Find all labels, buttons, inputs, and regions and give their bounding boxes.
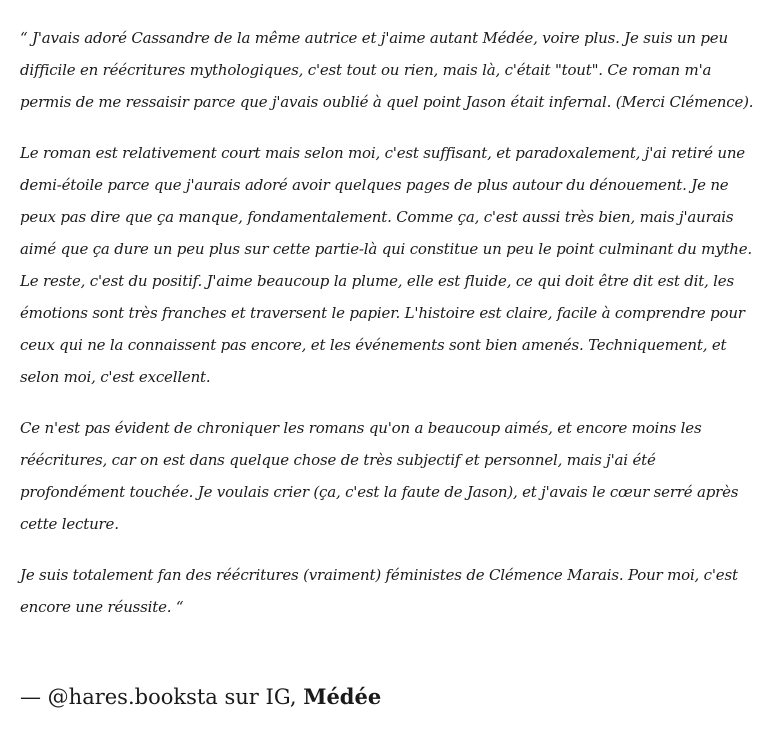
attribution-book-title: Médée xyxy=(303,684,382,709)
review-paragraph-4: Je suis totalement fan des réécritures (vraiment) féministes de Clémence Marais. Pour moi, c'est encore une réussite. “ xyxy=(20,566,738,616)
attribution-author: — @hares.booksta sur IG, xyxy=(20,685,304,709)
review-paragraph-3: Ce n'est pas évident de chroniquer les romans qu'on a beaucoup aimés, et encore moins les réécritures, car on est dans quelque chose de très subjectif et personnel, mais j'ai été profondément touchée. Je voulais crier (ça, c'est la faute de Jason), et j'avais le cœur serré après cette lecture. xyxy=(20,419,739,533)
review-paragraph-1: “ J'avais adoré Cassandre de la même autrice et j'aime autant Médée, voire plus. Je suis un peu difficile en réécritures mythologiques, c'est tout ou rien, mais là, c'était "tout". Ce roman m'a permis de me ressaisir parce que j'avais oublié à quel point Jason était infernal. (Merci Clémence). xyxy=(20,29,754,111)
review-paragraph-2: Le roman est relativement court mais selon moi, c'est suffisant, et paradoxalement, j'ai retiré une demi-étoile parce que j'aurais adoré avoir quelques pages de plus autour du dénouement. Je ne peux pas dire que ça manque, fondamentalement. Comme ça, c'est aussi très bien, mais j'aurais aimé que ça dure un peu plus sur cette partie-là qui constitue un peu le point culminant du mythe. Le reste, c'est du positif. J'aime beaucoup la plume, elle est fluide, ce qui doit être dit est dit, les émotions sont très franches et traversent le papier. L'histoire est claire, facile à comprendre pour ceux qui ne la connaissent pas encore, et les événements sont bien amenés. Techniquement, et selon moi, c'est excellent. xyxy=(20,144,753,386)
review-attribution xyxy=(20,681,381,713)
review-quote xyxy=(20,22,758,642)
